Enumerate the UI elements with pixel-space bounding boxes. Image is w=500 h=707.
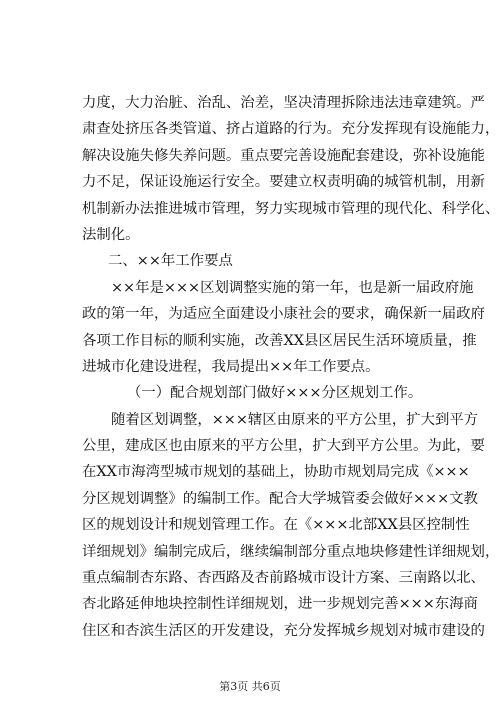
paragraph-line: 杏北路延伸地块控制性详细规划，进一步规划完善×××东海商	[82, 596, 478, 613]
paragraph-line: 公里，建成区也由原来的平方公里，扩大到平方公里。为此，要	[82, 438, 485, 455]
paragraph-line: 各项工作目标的顺利实施，改善XX县区居民生活环境质量，推	[82, 332, 477, 349]
paragraph-line: 力度，大力治脏、治乱、治差，坚决清理拆除违法违章建筑。严	[82, 95, 485, 111]
subsection-heading: （一）配合规划部门做好×××分区规划工作。	[127, 385, 423, 402]
paragraph-line: 详细规划》编制完成后，继续编制部分重点地块修建性详细规划，	[82, 543, 500, 560]
paragraph-line: 政的第一年，为适应全面建设小康社会的要求，确保新一届政府	[82, 306, 485, 323]
paragraph-line: 随着区划调整，×××辖区由原来的平方公里，扩大到平方	[111, 411, 479, 428]
paragraph-line: 机制新办法推进城市管理，努力实现城市管理的现代化、科学化、	[82, 200, 500, 217]
document-body	[82, 90, 500, 644]
page-number: 第3页 共6页	[219, 680, 281, 693]
paragraph-line: 重点编制杏东路、杏西路及杏前路城市设计方案、三南路以北、	[82, 570, 485, 587]
paragraph-line: 进城市化建设进程，我局提出××年工作要点。	[82, 358, 380, 375]
paragraph-line: 区的规划设计和规划管理工作。在《×××北部XX县区控制性	[82, 517, 470, 534]
paragraph-line: 肃查处挤压各类管道、挤占道路的行为。充分发挥现有设施能力，	[82, 121, 500, 138]
paragraph-line: ××年是×××区划调整实施的第一年，也是新一届政府施	[111, 279, 474, 296]
paragraph-line: 解决设施失修失养问题。重点要完善设施配套建设，弥补设施能	[82, 147, 485, 164]
paragraph-line: 在XX市海湾型城市规划的基础上，协助市规划局完成《×××	[82, 464, 470, 481]
paragraph-line: 住区和杏滨生活区的开发建设，充分发挥城乡规划对城市建设的	[82, 622, 485, 639]
paragraph-line: 分区规划调整》的编制工作。配合大学城管委会做好×××文教	[82, 490, 478, 507]
paragraph-line: 法制化。	[82, 226, 140, 243]
section-heading: 二、××年工作要点	[108, 253, 233, 270]
paragraph-line: 力不足，保证设施运行安全。要建立权责明确的城管机制，用新	[82, 174, 485, 191]
